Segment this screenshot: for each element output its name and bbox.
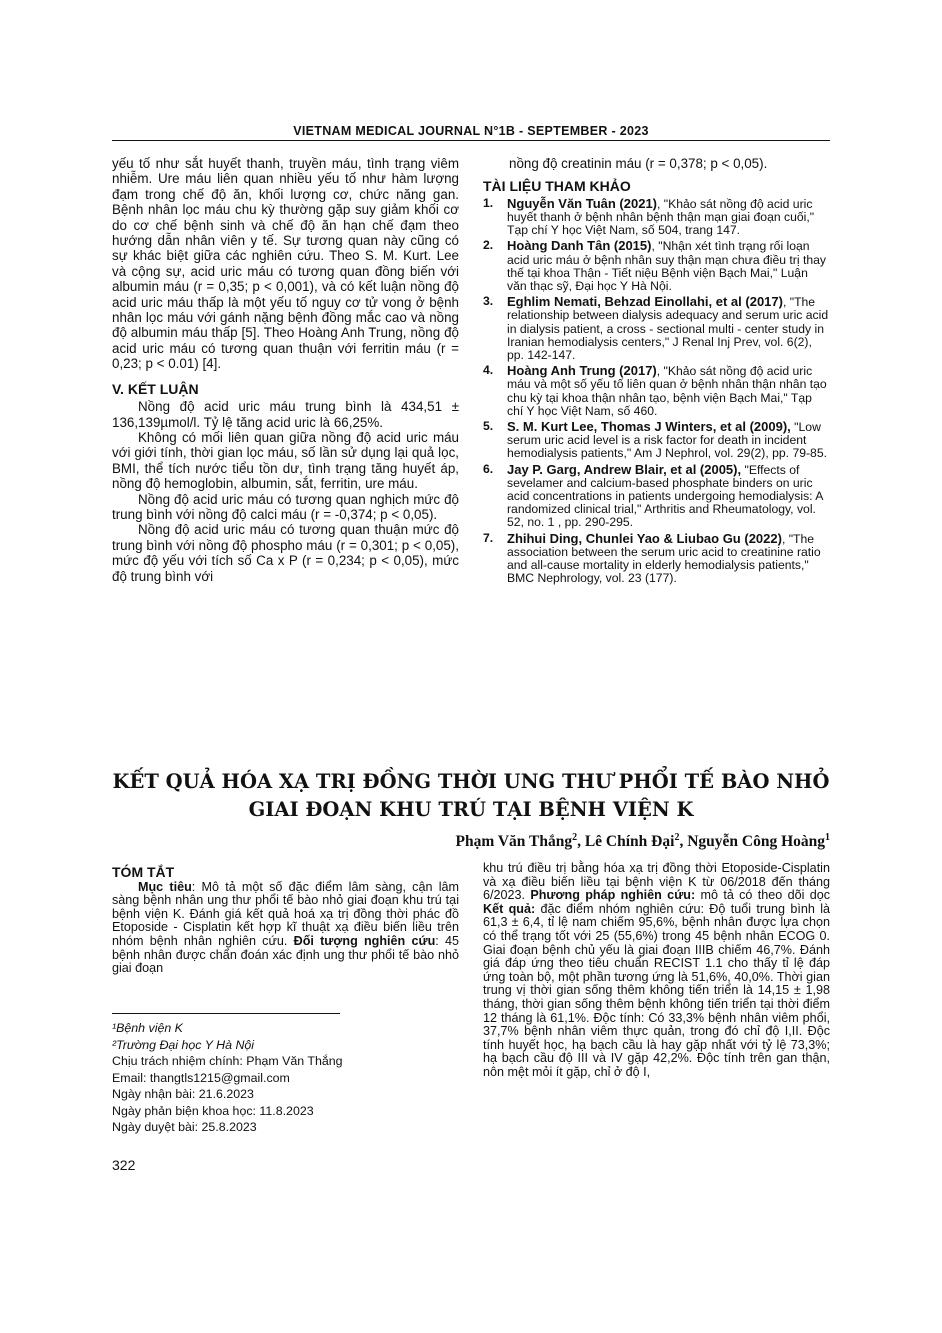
author-affiliation-mark: 1	[825, 832, 830, 843]
date-reviewed: Ngày phản biện khoa học: 11.8.2023	[112, 1103, 314, 1118]
reference-authors: Hoàng Danh Tân (2015)	[507, 238, 652, 254]
reference-item	[483, 463, 830, 530]
conclusion-continuation: nồng độ creatinin máu (r = 0,378; p < 0,05).	[509, 156, 768, 171]
affiliation-1: ¹Bệnh viện K	[112, 1021, 183, 1035]
reference-citation: , "Khảo sát nồng độ acid uric máu và một số yếu tố liên quan ở bệnh nhân thận nhân tạo chu kỳ tại khoa thận nhân tạo, bệnh viện Bạch Mai," Tạp chí Y học Việt Nam, số 460.	[507, 364, 827, 418]
abstract-title: TÓM TẮT	[112, 864, 175, 880]
author-name: Phạm Văn Thắng	[455, 833, 573, 851]
reference-number: 2.	[483, 238, 494, 253]
reference-number: 3.	[483, 294, 494, 309]
conclusion-2: Không có mối liên quan giữa nồng độ acid uric máu với giới tính, thời gian lọc máu, số lần sử dụng lại quả lọc, BMI, thể tích nước tiểu tồn dư, tình trạng tăng huyết áp, nồng độ hemoglobin, albumin, sắt, ferritin, ure máu.	[112, 429, 459, 492]
reference-citation: "Low serum uric acid level is a risk factor for death in incident hemodialysis patients," Am J Nephrol, vol. 29(2), pp. 79-85.	[507, 420, 828, 461]
author-name: Lê Chính Đại	[584, 833, 675, 851]
reference-text	[507, 532, 830, 586]
references-list	[483, 197, 830, 586]
article-title-line2: GIAI ĐOẠN KHU TRÚ TẠI BỆNH VIỆN K	[248, 798, 694, 821]
reference-item	[483, 532, 830, 586]
article-authors: Phạm Văn Thắng$^2$, Lê Chính Đại$^2$, Nguyễn Công Hoàng$^1$	[455, 832, 830, 851]
reference-citation: "Effects of sevelamer and calcium-based phosphate binders on uric acid concentrations in patients undergoing hemodialysis: A randomized clinical trial," Arthritis and Rheumatology, vol. 52, no. 1 , pp. 290-295.	[507, 462, 823, 530]
abstract-objective-text: : Mô tả một số đặc điểm lâm sàng, cận lâm sàng bệnh nhân ung thư phổi tế bào nhỏ giai đoạn khu trú tại bệnh viện K. Đánh giá kết quả hoá xạ trị đồng thời phác đồ Etoposide - Cisplatin kết hợp kĩ thuật xạ điều biến liều trên nhóm bệnh nhân nghiên cứu.	[112, 879, 459, 948]
page-number: 322	[112, 1157, 136, 1173]
reference-number: 5.	[483, 419, 494, 434]
reference-number: 6.	[483, 461, 494, 476]
reference-authors: S. M. Kurt Lee, Thomas J Winters, et al (2009),	[507, 419, 791, 435]
discussion-paragraph: yếu tố như sắt huyết thanh, truyền máu, tình trạng viêm nhiễm. Ure máu liên quan nhiều yếu tố như hàm lượng đạm trong chế độ ăn, khối lượng cơ, chức năng gan. Bệnh nhân lọc máu chu kỳ thường gặp suy giảm khối cơ do cơ chế bệnh sinh và chế độ ăn hạn chế đạm theo hướng dẫn nhân viên y tế. Sự tương quan này cũng có sự khác biệt giữa các nghiên cứu. Theo S. M. Kurt. Lee và cộng sự, acid uric máu có tương quan đồng biến với albumin máu (r = 0,35; p < 0,001), và có kết luận nồng độ acid uric máu thấp là một yếu tố nguy cơ tử vong ở bệnh nhân lọc máu với gánh nặng bệnh đồng mắc cao và nồng độ albumin máu thấp [5]. Theo Hoàng Anh Trung, nồng độ acid uric máu có tương quan thuận với ferritin máu (r = 0,23; p < 0.01) [4].	[112, 156, 459, 372]
abstract-continuation	[483, 862, 830, 1080]
abstract-right	[483, 862, 830, 1080]
article-title	[112, 768, 830, 824]
reference-item	[483, 295, 830, 362]
reference-citation: , "The relationship between dialysis adequacy and serum uric acid in dialysis patient, a cross - sectional multi - center study in Iranian hemodialysis centers," J Renal Inj Prev, vol. 6(2), pp. 142-147.	[507, 295, 829, 363]
abstract-label-results: Kết quả:	[483, 901, 536, 916]
conclusion-1: Nồng độ acid uric máu trung bình là 434,51 ± 136,139µmol/l. Tỷ lệ tăng acid uric là 66,25%.	[112, 399, 459, 430]
corresponding-author: Chịu trách nhiệm chính: Phạm Văn Thắng	[112, 1054, 343, 1068]
abstract-subjects-text: : 45 bệnh nhân được chẩn đoán xác định ung thư phổi tế bào nhỏ giai đoạn	[112, 933, 459, 976]
reference-authors: Zhihui Ding, Chunlei Yao & Liubao Gu (2022)	[507, 530, 782, 546]
right-column	[483, 156, 830, 588]
conclusion-3: Nồng độ acid uric máu có tương quan nghịch mức độ trung bình với nồng độ calci máu (r = -0,374; p < 0,05).	[112, 491, 459, 522]
abstract-results-text: đặc điểm nhóm nghiên cứu: Độ tuổi trung bình là 61,3 ± 6,4, tỉ lệ nam chiếm 95,6%, bệnh nhân được lựa chọn có thể trạng tốt với 25 (55,6%) trong 45 bệnh nhân ECOG 0. Giai đoạn bệnh chủ yếu là giai đoạn IIIB chiếm 46,7%. Đánh giá đáp ứng theo tiêu chuẩn RECIST 1.1 cho thấy tỉ lệ đáp ứng toàn bộ, một phần tương ứng là 51,6%, 40,0%. Thời gian trung vị thời gian sống thêm không tiến triển là 14,15 ± 1,98 tháng, thời gian sống thêm bệnh không tiến triển tại thời điểm 12 tháng là 61,1%. Độc tính: Có 33,3% bệnh nhân viêm phổi, 37,7% bệnh nhân viêm thực quản, trong đó chỉ độ I,II. Độc tính huyết học, hạ bạch cầu là hay gặp nhất với tỷ lệ 73,3%; hạ bạch cầu độ III và IV gặp 42,2%. Độc tính trên gan thận, nôn mệt mỏi ít gặp, chỉ ở độ I,	[483, 901, 830, 1079]
reference-citation: , "Nhận xét tình trạng rối loạn acid uric máu ở bệnh nhân suy thận mạn chưa điều trị thay thế tại khoa Thận - Tiết niệu Bệnh viện Bạch Mai," Luận văn thạc sỹ, Đại học Y Hà Nội.	[507, 239, 826, 294]
header-rule	[112, 140, 830, 141]
article-title-line1: KẾT QUẢ HÓA XẠ TRỊ ĐỒNG THỜI UNG THƯ PHỔI TẾ BÀO NHỎ	[112, 770, 830, 793]
reference-number: 7.	[483, 530, 494, 545]
affiliation-2: ²Trường Đại học Y Hà Nội	[112, 1037, 255, 1052]
reference-authors: Nguyễn Văn Tuân (2021)	[507, 195, 658, 211]
footnote-rule	[112, 1013, 340, 1014]
left-column	[112, 156, 459, 584]
reference-item	[483, 364, 830, 418]
reference-citation: , "The association between the serum uric acid to creatinine ratio and all-cause mortality in elderly hemodialysis patients," BMC Nephrology, vol. 23 (177).	[507, 531, 821, 586]
date-received: Ngày nhận bài: 21.6.2023	[112, 1087, 254, 1101]
reference-item	[483, 197, 830, 238]
reference-authors: Hoàng Anh Trung (2017)	[507, 363, 657, 379]
author-affiliation-mark: 2	[674, 832, 680, 843]
author-affiliation-mark: 2	[572, 832, 578, 843]
reference-text	[507, 463, 830, 530]
reference-text	[507, 420, 830, 461]
section-title-conclusion: V. KẾT LUẬN	[112, 380, 199, 397]
footnotes	[112, 1020, 343, 1136]
conclusion-4: Nồng độ acid uric máu có tương quan thuận mức độ trung bình với nồng độ phospho máu (r = 0,301; p < 0,05), mức độ yếu với tích số Ca x P (r = 0,234; p < 0,05), mức độ trung bình với	[112, 522, 459, 584]
reference-citation: , "Khảo sát nồng độ acid uric huyết thanh ở bệnh nhân bệnh thận mạn giai đoạn cuối," Tạp chí Y học Việt Nam, số 504, trang 147.	[507, 196, 815, 238]
reference-text	[507, 295, 830, 362]
reference-number: 1.	[483, 195, 494, 210]
abstract-label-subjects: Đối tượng nghiên cứu	[293, 933, 436, 948]
abstract-methods-text: mô tả có theo dõi dọc	[695, 888, 830, 903]
reference-text	[507, 197, 830, 238]
reference-item	[483, 420, 830, 461]
reference-item	[483, 239, 830, 293]
abstract-paragraph	[112, 881, 459, 976]
reference-authors: Jay P. Garg, Andrew Blair, et al (2005),	[507, 461, 742, 477]
abstract-label-objective: Mục tiêu	[138, 879, 192, 894]
author-name: Nguyễn Công Hoàng	[687, 833, 825, 851]
references-title: TÀI LIỆU THAM KHẢO	[483, 178, 631, 195]
abstract-label-methods: Phương pháp nghiên cứu:	[530, 888, 696, 903]
abstract-right-text: khu trú điều trị bằng hóa xạ trị đồng thời Etoposide-Cisplatin và xạ điều biến liều tại bệnh viện K từ 06/2018 đến tháng 6/2023.	[483, 861, 830, 903]
email: Email: thangtls1215@gmail.com	[112, 1070, 290, 1085]
journal-header: VIETNAM MEDICAL JOURNAL N°1B - SEPTEMBER - 2023	[293, 124, 649, 138]
abstract-left	[112, 866, 459, 976]
date-accepted: Ngày duyệt bài: 25.8.2023	[112, 1120, 257, 1134]
reference-text	[507, 364, 830, 418]
reference-number: 4.	[483, 363, 494, 378]
reference-text	[507, 239, 830, 293]
reference-authors: Eghlim Nemati, Behzad Einollahi, et al (2017)	[507, 294, 783, 310]
